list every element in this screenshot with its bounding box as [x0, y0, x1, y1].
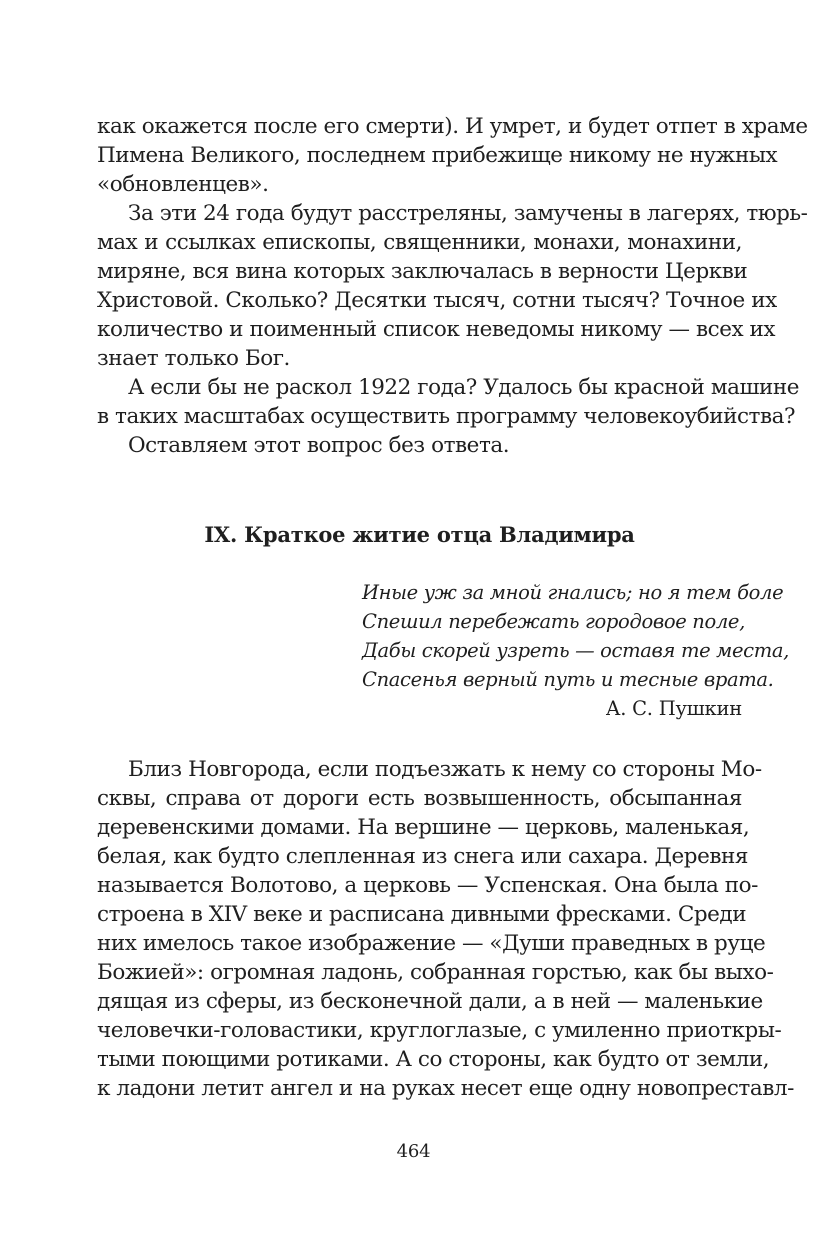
paragraph-5-line-6: строена в XIV веке и расписана дивными фресками. Среди	[97, 902, 747, 927]
paragraph-2-line-5: количество и поименный список неведомы никому — всех их	[97, 317, 776, 342]
paragraph-5-line-1: Близ Новгорода, если подъезжать к нему со стороны Мо-	[128, 757, 762, 782]
paragraph-2-line-6: знает только Бог.	[97, 346, 290, 371]
paragraph-2-line-4: Христовой. Сколько? Десятки тысяч, сотни тысяч? Точное их	[97, 288, 777, 313]
paragraph-2-line-3: миряне, вся вина которых заключалась в верности Церкви	[97, 259, 748, 284]
paragraph-5-line-2: сквы, справа от дороги есть возвышенность, обсыпанная	[97, 786, 742, 811]
paragraph-5-line-3: деревенскими домами. На вершине — церковь, маленькая,	[97, 815, 750, 840]
epigraph-line-4: Спасенья верный путь и тесные врата.	[362, 668, 774, 691]
epigraph-line-1: Иные уж за мной гнались; но я тем боле	[362, 581, 784, 604]
paragraph-2-line-1: За эти 24 года будут расстреляны, замучены в лагерях, тюрь-	[128, 201, 808, 226]
paragraph-5-line-10: человечки-головастики, круглоглазые, с умиленно приоткры-	[97, 1018, 782, 1043]
paragraph-2-line-2: мах и ссылках епископы, священники, монахи, монахини,	[97, 230, 742, 255]
paragraph-4-line-1: Оставляем этот вопрос без ответа.	[128, 433, 510, 458]
epigraph-line-3: Дабы скорей узреть — оставя те места,	[362, 639, 789, 662]
paragraph-3-line-2: в таких масштабах осуществить программу человекоубийства?	[97, 404, 796, 429]
paragraph-1-line-1: как окажется после его смерти). И умрет, и будет отпет в храме	[97, 114, 808, 139]
paragraph-1-line-3: «обновленцев».	[97, 172, 269, 197]
paragraph-5-line-4: белая, как будто слепленная из снега или сахара. Деревня	[97, 844, 749, 869]
epigraph-author: А. С. Пушкин	[605, 697, 742, 720]
paragraph-5-line-11: тыми поющими ротиками. А со стороны, как будто от земли,	[97, 1047, 770, 1072]
paragraph-3-line-1: А если бы не раскол 1922 года? Удалось бы красной машине	[128, 375, 800, 400]
paragraph-5-line-5: называется Волотово, а церковь — Успенская. Она была по-	[97, 873, 758, 898]
paragraph-5-line-7: них имелось такое изображение — «Души праведных в руце	[97, 931, 766, 956]
paragraph-5-line-12: к ладони летит ангел и на руках несет еще одну новопреставл-	[97, 1076, 794, 1101]
paragraph-5-line-8: Божией»: огромная ладонь, собранная горстью, как бы выхо-	[97, 960, 774, 985]
paragraph-1-line-2: Пимена Великого, последнем прибежище никому не нужных	[97, 143, 778, 168]
section-heading: IX. Краткое житие отца Владимира	[204, 522, 635, 547]
page-number: 464	[396, 1141, 431, 1162]
epigraph-line-2: Спешил перебежать городовое поле,	[362, 610, 745, 633]
paragraph-5-line-9: дящая из сферы, из бесконечной дали, а в ней — маленькие	[97, 989, 763, 1014]
